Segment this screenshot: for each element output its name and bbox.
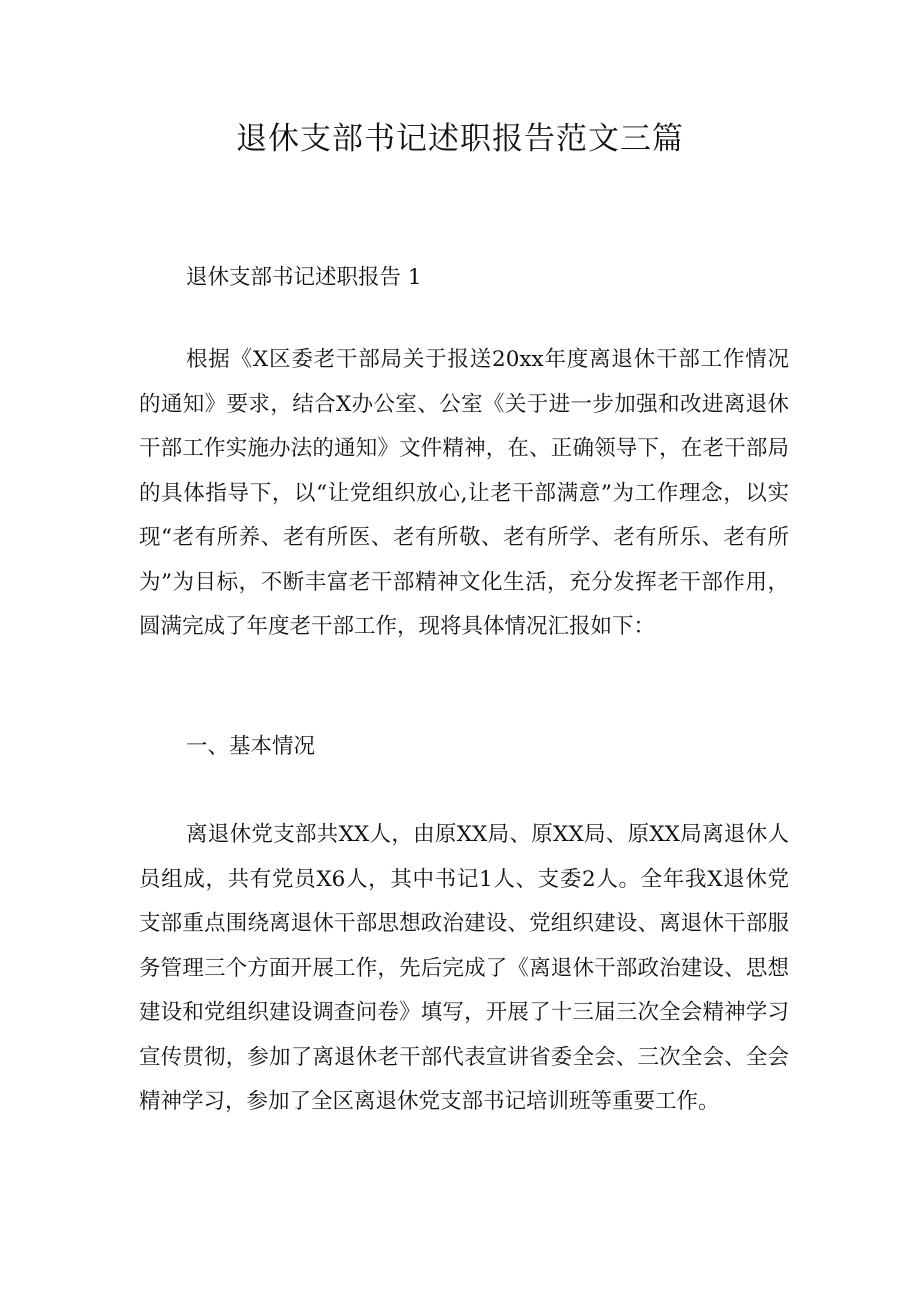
report-subtitle: 退休支部书记述职报告 1 bbox=[186, 265, 422, 290]
basic-situation-paragraph: 离退休党支部共XX人，由原XX局、原XX局、原XX局离退休人员组成，共有党员X6人，其中书记1人、支委2人。全年我X退休党支部重点围绕离退休干部思想政治建设、党组织建设、离退休干部服务管理三个方面开展工作，先后完成了《离退休干部政治建设、思想建设和党组织建设调查问卷》填写，开展了十三届三次全会精神学习宣传贯彻，参加了离退休老干部代表宣讲省委全会、三次全会、全会精神学习，参加了全区离退休党支部书记培训班等重要工作。 bbox=[139, 822, 789, 1114]
document-title: 退休支部书记述职报告范文三篇 bbox=[236, 121, 684, 157]
intro-paragraph: 根据《X区委老干部局关于报送20xx年度离退休干部工作情况的通知》要求，结合X办公室、公室《关于进一步加强和改进离退休干部工作实施办法的通知》文件精神，在、正确领导下，在老干部局的具体指导下，以“让党组织放心,让老干部满意”为工作理念，以实现“老有所养、老有所医、老有所敬、老有所学、老有所乐、老有所为”为目标，不断丰富老干部精神文化生活，充分发挥老干部作用，圆满完成了年度老干部工作，现将具体情况汇报如下： bbox=[139, 347, 789, 639]
section-heading: 一、基本情况 bbox=[186, 734, 316, 759]
